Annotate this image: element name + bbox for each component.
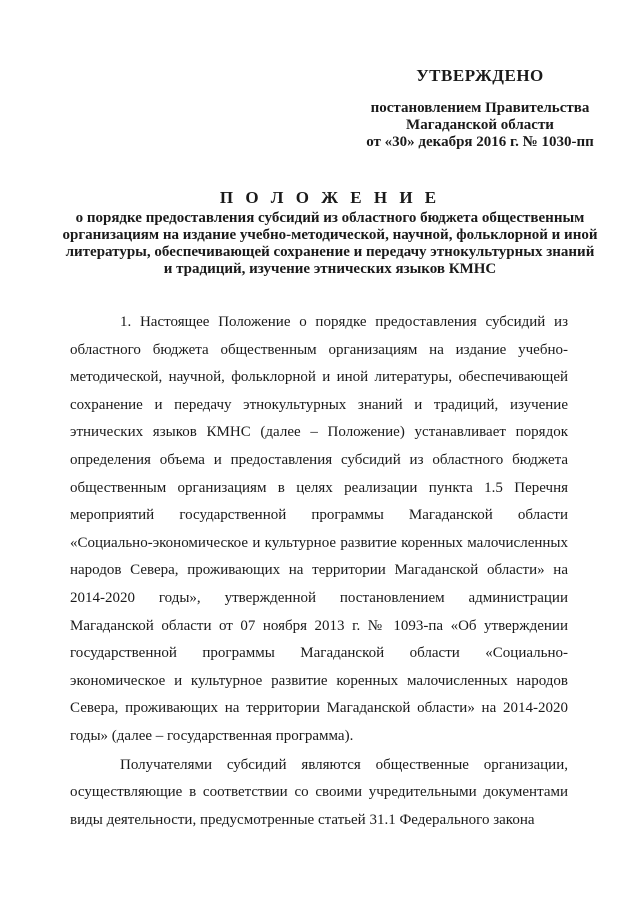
document-title: П О Л О Ж Е Н И Е: [219, 188, 441, 207]
approval-line-resolution: постановлением Правительства: [370, 100, 590, 116]
document-header: [60, 188, 600, 278]
paragraph-2: Получателями субсидий являются общественные организации, осуществляющие в соответствии со своими учредительными документами виды деятельности, предусмотренные статьей 31.1 Федерального закона: [70, 756, 568, 828]
approval-title: УТВЕРЖДЕНО: [416, 66, 544, 85]
approval-line-region: Магаданской области: [406, 117, 554, 133]
document-body: [70, 309, 568, 834]
paragraph-1: 1. Настоящее Положение о порядке предоставления субсидий из областного бюджета общественным организациям на издание учебно-методической, научной, фольклорной и иной литературы, обеспечивающей сохранение и передачу этнокультурных знаний и традиций, изучение этнических языков КМНС (далее – Положение) устанавливает порядок определения объема и предоставления субсидий из областного бюджета общественным организациям в целях реализации пункта 1.5 Перечня мероприятий государственной программы Магаданской области «Социально-экономическое и культурное развитие коренных малочисленных народов Севера, проживающих на территории Магаданской области» на 2014-2020 годы», утвержденной постановлением администрации Магаданской области от 07 ноября 2013 г. № 1093-па «Об утверждении государственной программы Магаданской области «Социально-экономическое и культурное развитие коренных малочисленных народов Севера, проживающих на территории Магаданской области» на 2014-2020 годы» (далее – государственная программа).: [70, 314, 568, 744]
approval-block: [330, 66, 630, 151]
document-subtitle: о порядке предоставления субсидий из областного бюджета общественным организациям на издание учебно-методической, научной, фольклорной и иной литературы, обеспечивающей сохранение и передачу этнокультурных знаний и традиций, изучение этнических языков КМНС: [62, 210, 598, 277]
approval-line-date-number: от «30» декабря 2016 г. № 1030-пп: [366, 134, 594, 150]
